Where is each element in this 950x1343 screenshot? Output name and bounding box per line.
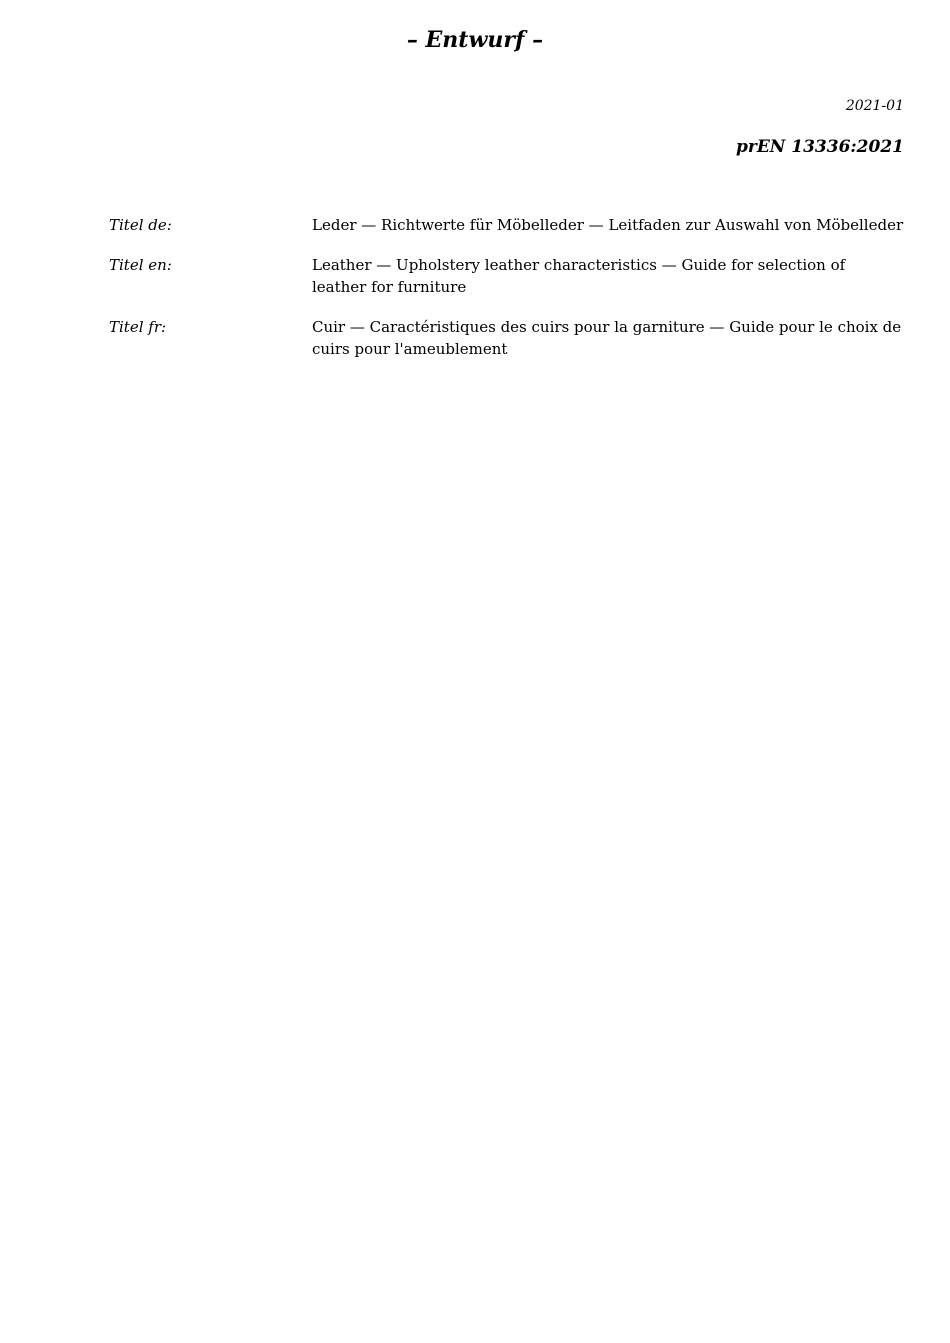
title-text-en: Leather — Upholstery leather characteristics — Guide for selection of leather for furniture (312, 256, 846, 296)
document-number: prEN 13336:2021 (736, 137, 904, 157)
title-row-de (109, 214, 904, 236)
title-row-en (109, 254, 904, 298)
title-label-fr: Titel fr: (109, 318, 167, 336)
titles-block (109, 214, 904, 378)
title-text-de: Leder — Richtwerte für Möbelleder — Leitfaden zur Auswahl von Möbelleder (312, 216, 904, 234)
title-label-de: Titel de: (109, 216, 172, 234)
title-label-en: Titel en: (109, 256, 172, 274)
draft-heading: – Entwurf – (406, 27, 544, 53)
title-text-fr: Cuir — Caractéristiques des cuirs pour la garniture — Guide pour le choix de cuirs pour l'ameublement (312, 318, 902, 358)
title-row-fr (109, 316, 904, 360)
document-date: 2021-01 (845, 98, 904, 114)
